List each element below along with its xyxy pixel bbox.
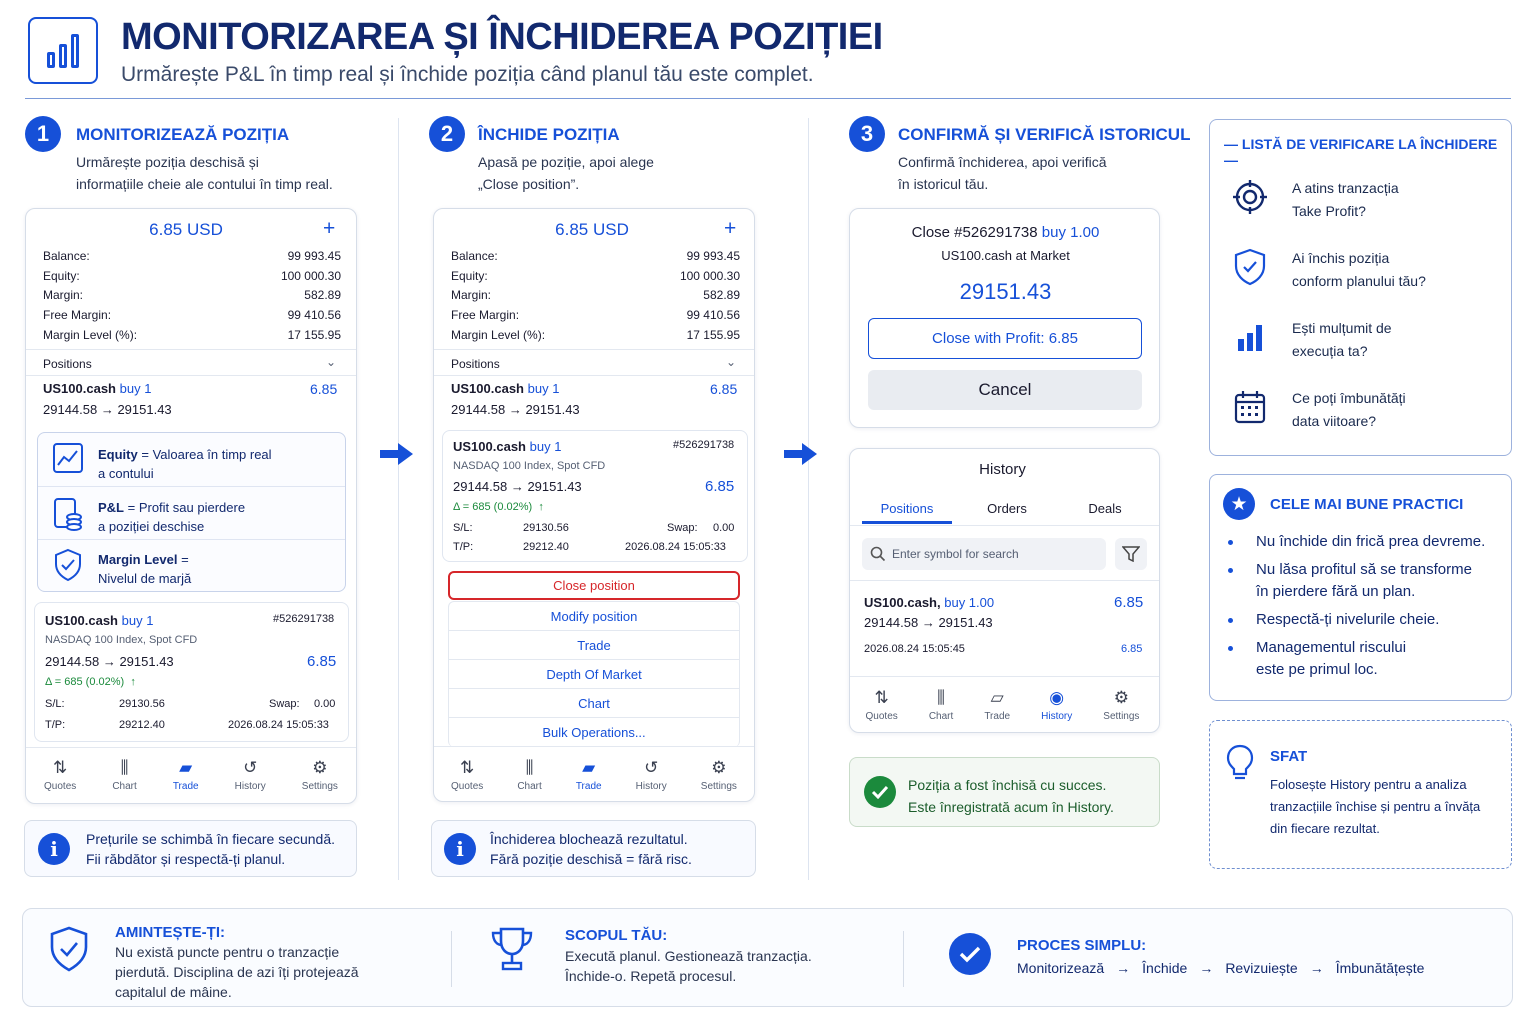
modify-position-item[interactable]: Modify position xyxy=(449,602,739,631)
tp-value: 29212.40 xyxy=(119,719,165,731)
position-menu xyxy=(448,601,740,747)
bottom-summary-bar xyxy=(22,908,1513,1007)
info-icon: i xyxy=(444,833,476,865)
bottom-tabbar xyxy=(434,759,754,792)
position-row[interactable]: US100.cash buy 1 xyxy=(451,381,560,396)
position-detail-card[interactable]: US100.cash buy 1 #526291738 NASDAQ 100 Index, Spot CFD 29144.58 → 29151.43 6.85 Δ = 685 (0.02%) ↑ S/L: 29130.56 Swap: 0.00 T/P: 29212.40 2026.08.24 15:05:33 xyxy=(442,430,748,562)
explain-pnl: P&L = Profit sau pierdere a poziției deschise xyxy=(98,500,246,534)
info-icon: i xyxy=(38,833,70,865)
bottom-tabbar xyxy=(26,759,356,792)
add-plus-icon[interactable]: + xyxy=(323,217,336,240)
check-circle-icon xyxy=(949,933,991,975)
tp-label: T/P: xyxy=(453,541,474,553)
quotes-icon: ⇅ xyxy=(53,758,68,777)
gear-icon: ⚙ xyxy=(711,758,727,777)
explain-margin-level: Margin Level = Nivelul de marjă xyxy=(98,552,192,586)
position-prices: 29144.58 → 29151.43 xyxy=(453,479,582,494)
account-summary: Balance: 99 993.45 Equity: 100 000.30 Margin: 582.89 Free Margin: 99 410.56 Margin Level (%): 17 155.95 xyxy=(43,248,341,343)
step-2-desc: Apasă pe poziție, apoi alege „Close position”. xyxy=(478,154,654,192)
checklist-item: Ce poți îmbunătăți data viitoare? xyxy=(1230,387,1406,433)
best-practices-title: CELE MAI BUNE PRACTICI xyxy=(1270,496,1464,513)
close-with-profit-button[interactable]: Close with Profit: 6.85 xyxy=(868,318,1142,359)
lightbulb-icon xyxy=(1225,743,1255,788)
star-icon: ★ xyxy=(1223,488,1255,520)
position-row[interactable]: US100.cash buy 1 xyxy=(43,381,152,396)
candles-icon: ⫼ xyxy=(120,758,129,777)
sl-label: S/L: xyxy=(45,698,65,710)
bottom-tabbar xyxy=(850,689,1155,722)
position-time: 2026.08.24 15:05:33 xyxy=(625,541,726,553)
trade-icon: ▱ xyxy=(990,688,1004,707)
history-search-input[interactable]: Enter symbol for search xyxy=(862,538,1106,570)
remember-title: AMINTEȘTE-ȚI: xyxy=(115,924,225,941)
shield-check-icon xyxy=(48,925,90,978)
bulk-operations-item[interactable]: Bulk Operations... xyxy=(449,718,739,747)
calendar-icon xyxy=(1230,387,1270,427)
shield-check-icon xyxy=(1230,247,1270,287)
gear-icon: ⚙ xyxy=(312,758,328,777)
checklist-item: Ai închis poziția conform planului tău? xyxy=(1230,247,1426,293)
step-1-number: 1 xyxy=(25,116,61,152)
quotes-icon: ⇅ xyxy=(460,758,475,777)
page-subtitle: Urmărește P&L în timp real și închide poziția când planul tău este complet. xyxy=(121,63,814,86)
sl-label: S/L: xyxy=(453,522,473,534)
phone-screen-trade-2 xyxy=(433,208,755,802)
chevron-down-icon[interactable]: ⌄ xyxy=(326,355,337,369)
tp-label: T/P: xyxy=(45,719,66,731)
step-3-desc: Confirmă închiderea, apoi verifică în istoricul tău. xyxy=(898,154,1107,192)
position-prices: 29144.58 → 29151.43 xyxy=(45,654,174,669)
step-3-number: 3 xyxy=(849,116,885,152)
position-desc: NASDAQ 100 Index, Spot CFD xyxy=(45,634,198,646)
checklist-item: Ești mulțumit de execuția ta? xyxy=(1230,317,1392,363)
trade-item[interactable]: Trade xyxy=(449,631,739,660)
candles-icon: ⫼ xyxy=(525,758,534,777)
trade-icon: ▰ xyxy=(179,758,193,777)
explain-equity: Equity = Valoarea în timp real a contului xyxy=(98,447,272,481)
position-profit: 6.85 xyxy=(307,653,337,670)
process-title: PROCES SIMPLU: xyxy=(1017,937,1147,954)
shield-check-icon xyxy=(53,548,83,587)
tab-quotes[interactable]: ⇅ Quotes xyxy=(44,758,77,792)
line-chart-icon xyxy=(53,443,83,473)
position-desc: NASDAQ 100 Index, Spot CFD xyxy=(453,460,606,472)
confirm-title: Close #526291738 buy 1.00 xyxy=(911,224,1100,241)
tip-text: Folosește History pentru a analiza tranzacțiile închise și pentru a învăța din fiecare rezultat. xyxy=(1270,777,1481,836)
tab-chart[interactable]: ⫼ Chart xyxy=(112,758,137,792)
gear-icon: ⚙ xyxy=(1113,688,1129,707)
step-1-title: MONITORIZEAZĂ POZIȚIA xyxy=(76,125,290,144)
position-detail-card[interactable]: US100.cash buy 1 #526291738 NASDAQ 100 Index, Spot CFD 29144.58 → 29151.43 6.85 Δ = 685 (0.02%) ↑ S/L: 29130.56 Swap: 0.00 T/P: 29212.40 2026.08.24 15:05:33 xyxy=(34,602,349,742)
arrow-right-icon xyxy=(380,441,414,472)
position-time: 2026.08.24 15:05:33 xyxy=(228,719,329,731)
history-time: 2026.08.24 15:05:45 xyxy=(864,643,965,655)
tab-trade[interactable]: ▰ Trade xyxy=(575,758,602,792)
step-3-title: CONFIRMĂ ȘI VERIFICĂ ISTORICUL xyxy=(898,125,1191,144)
tip-title: SFAT xyxy=(1270,748,1308,765)
history-prices: 29144.58 → 29151.43 xyxy=(864,615,993,630)
position-prices: 29144.58 → 29151.43 xyxy=(451,402,580,417)
swap-value: 0.00 xyxy=(713,522,735,534)
add-plus-icon[interactable]: + xyxy=(724,217,737,240)
history-profit: 6.85 xyxy=(1114,594,1144,611)
tip-box xyxy=(1209,720,1512,869)
history-tab-deals[interactable]: Deals xyxy=(1088,501,1122,516)
history-icon: ↺ xyxy=(243,758,258,777)
phone-screen-trade-1 xyxy=(25,208,357,804)
position-delta: Δ = 685 (0.02%) ↑ xyxy=(453,501,544,513)
logo-bar-chart-icon xyxy=(28,17,98,84)
depth-of-market-item[interactable]: Depth Of Market xyxy=(449,660,739,689)
page-title: MONITORIZAREA ȘI ÎNCHIDEREA POZIȚIEI xyxy=(121,16,883,58)
swap-label: Swap: xyxy=(269,698,300,710)
position-ticket: #526291738 xyxy=(673,439,735,451)
position-profit: 6.85 xyxy=(310,381,338,397)
position-ticket: #526291738 xyxy=(273,613,335,625)
close-confirm-dialog xyxy=(849,208,1160,428)
bar-chart-icon xyxy=(1230,317,1270,357)
best-practices xyxy=(1209,474,1512,701)
chevron-down-icon[interactable]: ⌄ xyxy=(726,355,737,369)
history-icon: ◉ xyxy=(1049,688,1065,707)
step-1-desc: Urmărește poziția deschisă și informațiile cheie ale contului în timp real. xyxy=(76,154,333,192)
target-icon xyxy=(1230,177,1270,217)
tab-history[interactable]: ↺ History xyxy=(234,758,266,792)
tab-quotes[interactable]: ⇅ Quotes xyxy=(451,758,484,792)
confirm-subtitle: US100.cash at Market xyxy=(941,248,1070,263)
position-prices: 29144.58 → 29151.43 xyxy=(43,402,172,417)
cancel-button[interactable]: Cancel xyxy=(868,370,1142,410)
history-profit-small: 6.85 xyxy=(1121,643,1143,655)
tab-settings[interactable]: ⚙ Settings xyxy=(700,758,737,792)
info-box-1: i Prețurile se schimbă în fiecare secundă. Fii răbdător și respectă-ți planul. xyxy=(24,820,357,877)
info-box-2: i Închiderea blochează rezultatul. Fără poziție deschisă = fără risc. xyxy=(431,820,756,877)
history-icon: ↺ xyxy=(644,758,659,777)
tab-trade[interactable]: ▰ Trade xyxy=(172,758,199,792)
header-divider xyxy=(25,98,1511,99)
process-flow: Monitorizează → Închide → Revizuiește → Îmbunătățește xyxy=(1017,960,1425,976)
history-tab-positions[interactable]: Positions xyxy=(880,501,934,516)
success-message: Poziția a fost închisă cu succes. Este înregistrată acum în History. xyxy=(849,757,1160,827)
step-2-title: ÎNCHIDE POZIȚIA xyxy=(478,125,620,144)
step-2-number: 2 xyxy=(429,116,465,152)
search-icon xyxy=(870,546,886,562)
check-circle-icon xyxy=(864,776,896,808)
trophy-icon xyxy=(489,925,535,978)
arrow-right-icon xyxy=(784,441,818,472)
checklist-title: — LISTĂ DE VERIFICARE LA ÎNCHIDERE — xyxy=(1224,136,1498,168)
account-summary: Balance: 99 993.45 Equity: 100 000.30 Margin: 582.89 Free Margin: 99 410.56 Margin Level (%): 17 155.95 xyxy=(451,248,740,343)
coins-icon xyxy=(53,497,83,531)
position-profit: 6.85 xyxy=(705,478,735,495)
close-checklist xyxy=(1209,119,1512,456)
history-screen xyxy=(849,448,1160,733)
history-row[interactable]: US100.cash, buy 1.00 xyxy=(864,595,995,610)
goal-text: Execută planul. Gestionează tranzacția. Închide-o. Repetă procesul. xyxy=(565,948,812,984)
column-divider xyxy=(398,118,399,880)
tab-chart[interactable]: ⫼ Chart xyxy=(928,688,954,722)
account-profit: 6.85 USD xyxy=(149,220,223,239)
trade-icon: ▰ xyxy=(582,758,596,777)
sl-value: 29130.56 xyxy=(523,522,569,534)
confirm-price: 29151.43 xyxy=(959,279,1052,304)
history-tab-orders[interactable]: Orders xyxy=(987,501,1027,516)
tab-chart[interactable]: ⫼ Chart xyxy=(517,758,542,792)
tab-settings[interactable]: ⚙ Settings xyxy=(301,758,338,792)
swap-value: 0.00 xyxy=(314,698,336,710)
checklist-item: A atins tranzacția Take Profit? xyxy=(1230,177,1399,223)
account-profit: 6.85 USD xyxy=(555,220,629,239)
quotes-icon: ⇅ xyxy=(874,688,889,707)
candles-icon: ⫼ xyxy=(937,688,945,707)
filter-icon[interactable] xyxy=(1115,538,1147,570)
tp-value: 29212.40 xyxy=(523,541,569,553)
best-practices-list: Nu închide din frică prea devreme. Nu lăsa profitul să se transforme în pierdere fără un plan. Respectă-ți nivelurile cheie. Managementul riscului este pe primul loc. xyxy=(1224,531,1514,687)
positions-header[interactable]: Positions xyxy=(43,357,92,371)
sl-value: 29130.56 xyxy=(119,698,165,710)
tab-history[interactable]: ◉ History xyxy=(1041,688,1073,722)
positions-header[interactable]: Positions xyxy=(451,357,500,371)
history-title: History xyxy=(979,461,1026,478)
position-delta: Δ = 685 (0.02%) ↑ xyxy=(45,676,136,688)
tab-trade[interactable]: ▱ Trade xyxy=(984,688,1011,722)
close-position-button[interactable]: Close position xyxy=(448,571,740,600)
tab-history[interactable]: ↺ History xyxy=(635,758,667,792)
goal-title: SCOPUL TĂU: xyxy=(565,927,668,944)
remember-text: Nu există puncte pentru o tranzacție pierdută. Disciplina de azi îți protejează capitalul de mâine. xyxy=(115,944,359,1000)
explain-box xyxy=(37,432,346,592)
history-tab-underline xyxy=(862,521,952,524)
swap-label: Swap: xyxy=(667,522,698,534)
tab-quotes[interactable]: ⇅ Quotes xyxy=(865,688,898,722)
tab-settings[interactable]: ⚙ Settings xyxy=(1103,688,1140,722)
position-profit: 6.85 xyxy=(710,381,738,397)
chart-item[interactable]: Chart xyxy=(449,689,739,718)
column-divider xyxy=(808,118,809,880)
